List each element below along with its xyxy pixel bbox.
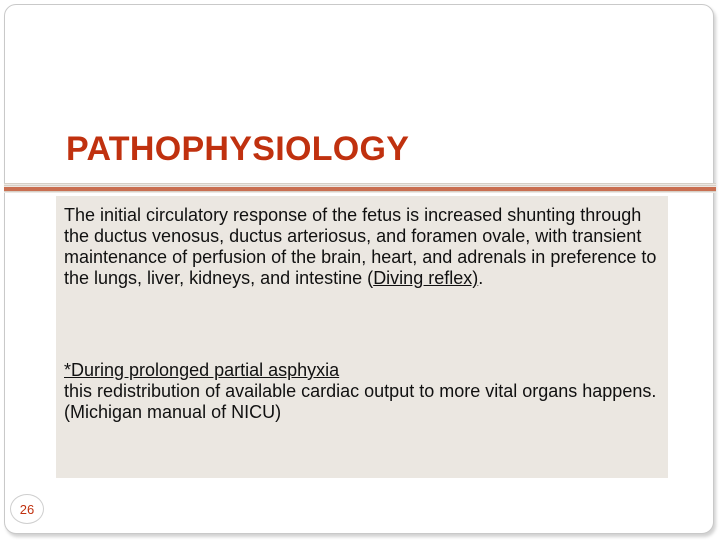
page-number: 26 <box>10 494 44 524</box>
paragraph-asphyxia <box>64 360 664 423</box>
title-divider-accent <box>4 187 716 191</box>
asphyxia-text: this redistribution of available cardiac output to more vital organs happens. <box>64 381 657 401</box>
paragraph-end: . <box>478 268 484 288</box>
slide-title: PATHOPHYSIOLOGY <box>66 130 410 168</box>
paragraph-circulatory-response <box>64 205 664 289</box>
diving-reflex-term: Diving reflex) <box>373 268 479 288</box>
paragraph-text: The initial circulatory response of the fetus is increased shunting through the ductus venosus, ductus arteriosus, and foramen ovale, with transient maintenance of perfusion of the brain, heart, and adrenals in preference to the lungs, liver, kidneys, and intestine ( <box>64 205 657 288</box>
citation: (Michigan manual of NICU) <box>64 402 282 422</box>
asphyxia-heading: *During prolonged partial asphyxia <box>64 360 340 380</box>
